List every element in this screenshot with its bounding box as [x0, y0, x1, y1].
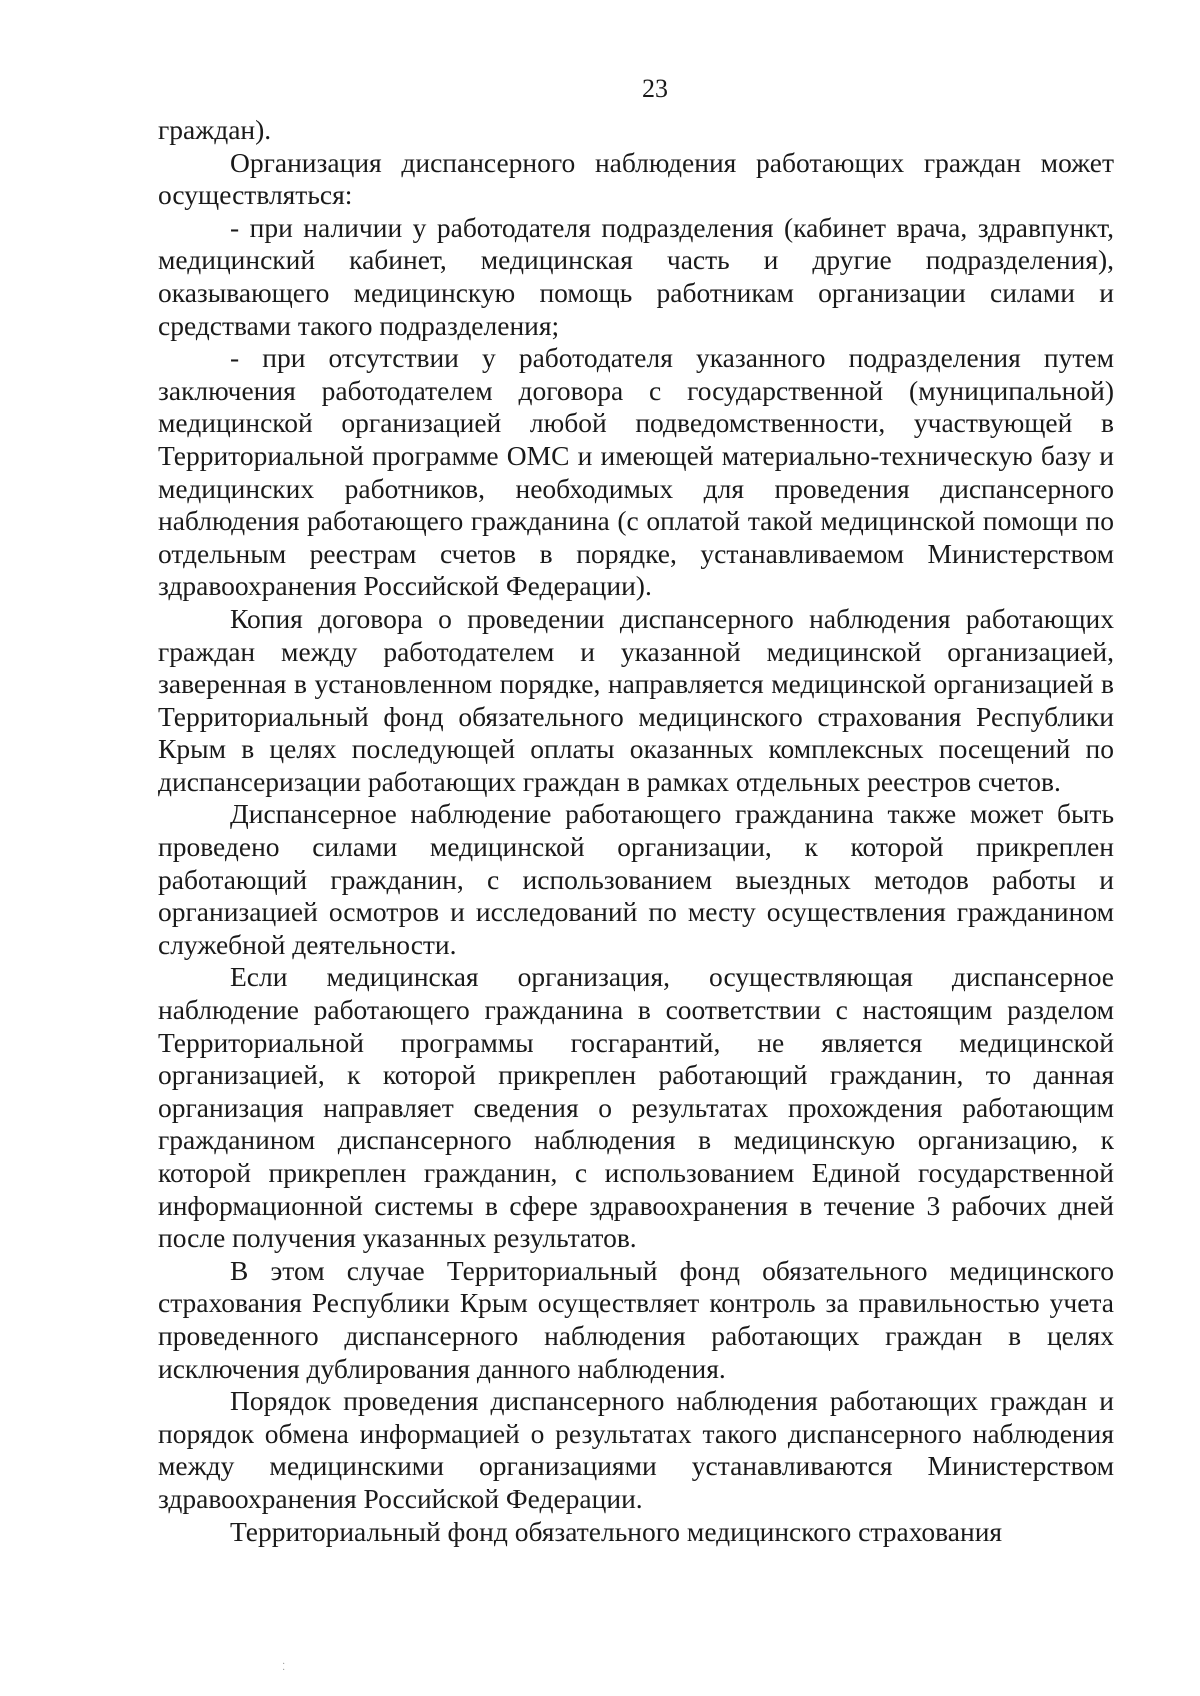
- paragraph-fund-control: В этом случае Территориальный фонд обязательного медицинского страхования Республики Крым осуществляет контроль за правильностью учета проведенного диспансерного наблюдения работающих граждан в целях исключения дублирования данного наблюдения.: [158, 1254, 1114, 1384]
- paragraph-procedure: Порядок проведения диспансерного наблюдения работающих граждан и порядок обмена информацией о результатах такого диспансерного наблюдения между медицинскими организациями устанавливаются Министерством здравоохранения Российской Федерации.: [158, 1385, 1114, 1514]
- scan-artifact: · ·: [282, 1659, 292, 1676]
- paragraph-continuation: граждан).: [158, 114, 272, 145]
- paragraph-observation-by-attached-org: Диспансерное наблюдение работающего гражданина также может быть проведено силами медицинской организации, к которой прикреплен работающий гражданин, с использованием выездных методов работы и организацией осмотров и исследований по месту осуществления гражданином служебной деятельности.: [158, 798, 1114, 960]
- paragraph-fund-continued: Территориальный фонд обязательного медицинского страхования: [230, 1515, 1003, 1547]
- paragraph-results-transfer: Если медицинская организация, осуществляющая диспансерное наблюдение работающего гражданина в соответствии с настоящим разделом Территориальной программы госгарантий, не является медицинской организацией, к которой прикреплен работающий гражданин, то данная организация направляет сведения о результатах прохождения работающим гражданином диспансерного наблюдения в медицинскую организацию, к которой прикреплен гражданин, с использованием Единой государственной информационной системы в сфере здравоохранения в течение 3 рабочих дней после получения указанных результатов.: [158, 961, 1114, 1254]
- paragraph-organization: Организация диспансерного наблюдения работающих граждан может осуществляться:: [158, 146, 1114, 211]
- paragraph-list-item-with-unit: - при наличии у работодателя подразделения (кабинет врача, здравпункт, медицинский кабинет, медицинская часть и другие подразделения), оказывающего медицинскую помощь работникам организации силами и средствами такого подразделения;: [158, 211, 1114, 341]
- page-number: 23: [642, 74, 668, 103]
- paragraph-list-item-without-unit: - при отсутствии у работодателя указанного подразделения путем заключения работодателем договора с государственной (муниципальной) медицинской организацией любой подведомственности, участвующей в Территориальной программе ОМС и имеющей материально-техническую базу и медицинских работников, необходимых для проведения диспансерного наблюдения работающего гражданина (с оплатой такой медицинской помощи по отдельным реестрам счетов в порядке, устанавливаемом Министерством здравоохранения Российской Федерации).: [158, 342, 1114, 602]
- document-body: [158, 114, 1114, 1548]
- paragraph-contract-copy: Копия договора о проведении диспансерного наблюдения работающих граждан между работодателем и указанной медицинской организацией, заверенная в установленном порядке, направляется медицинской организацией в Территориальный фонд обязательного медицинского страхования Республики Крым в целях последующей оплаты оказанных комплексных посещений по диспансеризации работающих граждан в рамках отдельных реестров счетов.: [158, 602, 1114, 797]
